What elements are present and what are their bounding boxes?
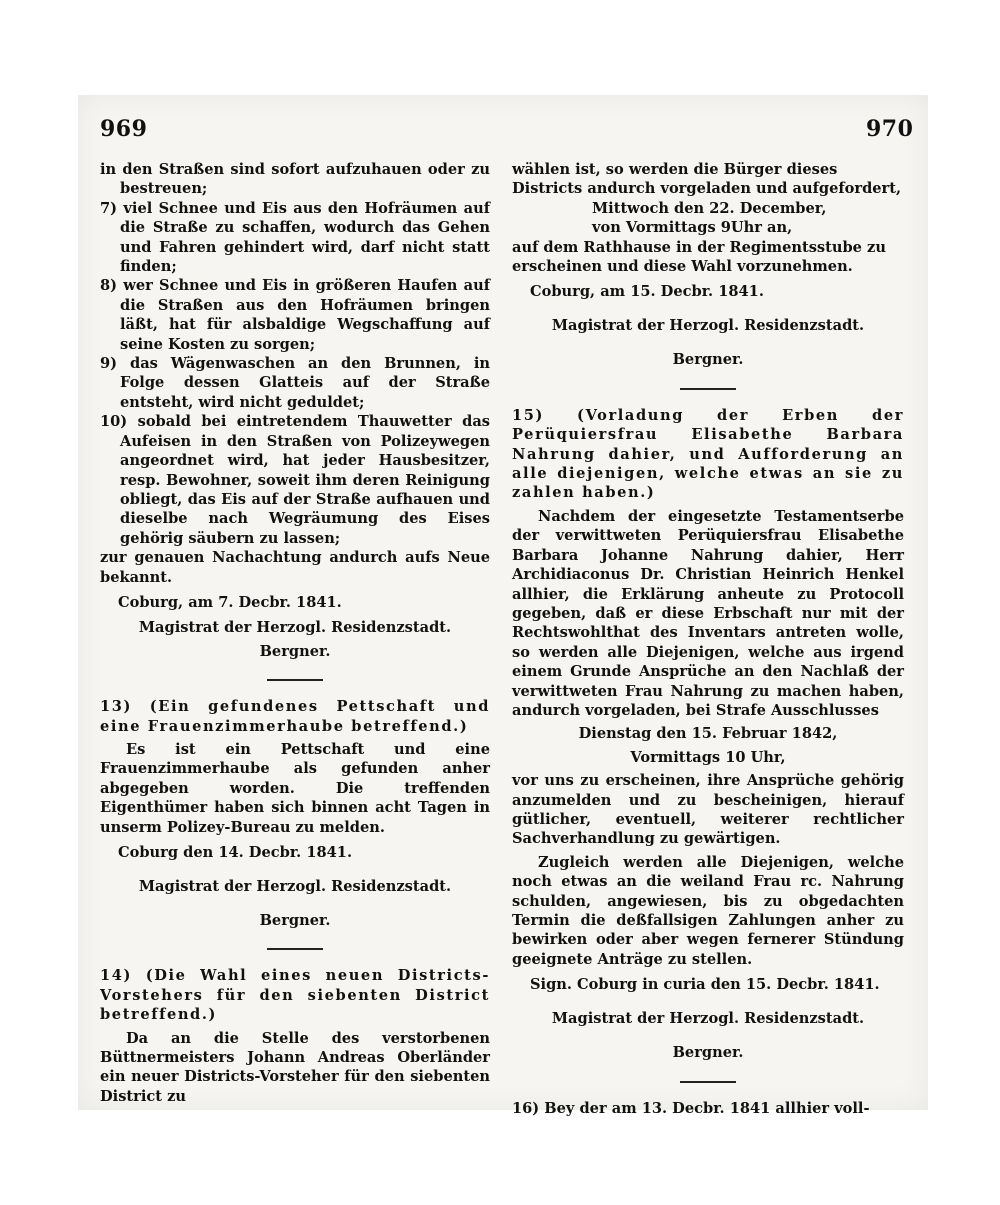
list-item-10: 10) sobald bei eintretendem Thauwetter das Aufeisen in den Straßen von Polizeywegen angeordnet wird, hat jeder Hausbesitzer, resp. Bewohner, soweit ihm deren Reinigung obliegt, das Eis auf der Straße aufhauen und dieselbe nach Wegräumung des Eises gehörig säubern zu lassen; xyxy=(100,413,490,547)
notice-15-date-line-2: Vormittags 10 Uhr, xyxy=(630,748,786,766)
signature-magistrat-1: Magistrat der Herzogl. Residenzstadt. xyxy=(138,619,452,637)
section-divider xyxy=(680,1081,736,1083)
notice-15-name: Bergner. xyxy=(672,1044,744,1062)
notice-14-date-line-2: von Vormittags 9Uhr an, xyxy=(592,219,793,237)
regulation-list xyxy=(100,160,490,548)
notice-14-heading: 14) (Die Wahl eines neuen Districts-Vorstehers für den siebenten District betreffend.) xyxy=(100,967,490,1024)
notice-13-body: Es ist ein Pettschaft und eine Frauenzimmerhaube als gefunden anher abgegeben worden. Die treffenden Eigenthümer haben sich binnen acht Tagen in unserm Polizey-Bureau zu melden. xyxy=(100,740,490,836)
notice-14-body: Da an die Stelle des verstorbenen Büttnermeisters Johann Andreas Oberländer ein neuer Districts-Vorsteher für den siebenten District zu xyxy=(100,1029,490,1105)
signature-name-1: Bergner. xyxy=(259,642,331,660)
notice-15-date: Sign. Coburg in curia den 15. Decbr. 1841. xyxy=(530,976,880,994)
notice-16-start: 16) Bey der am 13. Decbr. 1841 allhier voll- xyxy=(512,1099,870,1117)
list-item-continuation: in den Straßen sind sofort aufzuhauen oder zu bestreuen; xyxy=(100,161,490,198)
left-column xyxy=(100,160,490,1106)
page-number-right: 970 xyxy=(866,116,914,142)
list-item-7: 7) viel Schnee und Eis aus den Hofräumen auf die Straße zu schaffen, wodurch das Gehen und Fahren gehindert wird, darf nicht statt finden; xyxy=(100,199,490,276)
section-divider xyxy=(267,679,323,681)
notice-14-date-line-1: Mittwoch den 22. December, xyxy=(592,199,827,217)
notice-13-name: Bergner. xyxy=(259,912,331,929)
notice-14-date: Coburg, am 15. Decbr. 1841. xyxy=(530,283,764,301)
notice-13-magistrat: Magistrat der Herzogl. Residenzstadt. xyxy=(138,878,452,895)
notice-15-body-1: Nachdem der eingesetzte Testamentserbe der verwittweten Perüquiersfrau Elisabethe Barbara Johanne Nahrung dahier, Herr Archidiaconus Dr. Christian Heinrich Henkel allhier, die Erklärung anheute zu Protocoll gegeben, daß er diese Erbschaft nur mit der Rechtswohlthat des Inventars antreten wolle, so werden alle Diejenigen, welche aus irgend einem Grunde Ansprüche an den Nachlaß der verwittweten Frau Nahrung zu machen haben, andurch vorgeladen, bei Strafe Ausschlusses xyxy=(512,507,904,719)
section-divider xyxy=(680,388,736,390)
notice-15-body-2: vor uns zu erscheinen, ihre Ansprüche gehörig anzumelden und zu bescheinigen, hierauf gütlicher, eventuell, weiterer rechtlicher Sachverhandlung zu gewärtigen. xyxy=(512,772,904,848)
notice-14-continuation-2: auf dem Rathhause in der Regimentsstube zu erscheinen und diese Wahl vorzunehmen. xyxy=(512,238,886,276)
notice-15-heading: 15) (Vorladung der Erben der Perüquiersfrau Elisabethe Barbara Nahrung dahier, und Aufforderung an alle diejenigen, welche etwas an sie zu zahlen haben.) xyxy=(512,406,904,502)
notice-15-magistrat: Magistrat der Herzogl. Residenzstadt. xyxy=(551,1010,865,1028)
section-divider xyxy=(267,948,323,950)
notice-14-magistrat: Magistrat der Herzogl. Residenzstadt. xyxy=(551,317,865,335)
notice-13-heading: 13) (Ein gefundenes Pettschaft und eine Frauenzimmerhaube betreffend.) xyxy=(100,698,490,735)
closing-text: zur genauen Nachachtung andurch aufs Neue bekannt. xyxy=(100,549,490,586)
notice-15-body-3: Zugleich werden alle Diejenigen, welche noch etwas an die weiland Frau rc. Nahrung schulden, angewiesen, bis zu obgedachten Termin die deßfallsigen Zahlungen anher zu bewirken oder aber wegen fernerer Stündung geeignete Anträge zu stellen. xyxy=(512,853,904,968)
notice-14-continuation: wählen ist, so werden die Bürger dieses Districts andurch vorgeladen und aufgefordert, xyxy=(512,161,902,198)
notice-15-date-line-1: Dienstag den 15. Februar 1842, xyxy=(578,725,838,743)
page-number-left: 969 xyxy=(100,116,148,142)
right-column xyxy=(512,160,904,1118)
list-item-8: 8) wer Schnee und Eis in größeren Haufen auf die Straßen aus den Hofräumen bringen läßt, hat für alsbaldige Wegschaffung auf seine Kosten zu sorgen; xyxy=(100,277,490,353)
list-item-9: 9) das Wägenwaschen an den Brunnen, in Folge dessen Glatteis auf der Straße entsteht, wird nicht geduldet; xyxy=(100,355,490,411)
notice-13-date: Coburg den 14. Decbr. 1841. xyxy=(118,844,353,861)
notice-14-name: Bergner. xyxy=(672,351,744,369)
signature-date-1: Coburg, am 7. Decbr. 1841. xyxy=(118,593,342,611)
